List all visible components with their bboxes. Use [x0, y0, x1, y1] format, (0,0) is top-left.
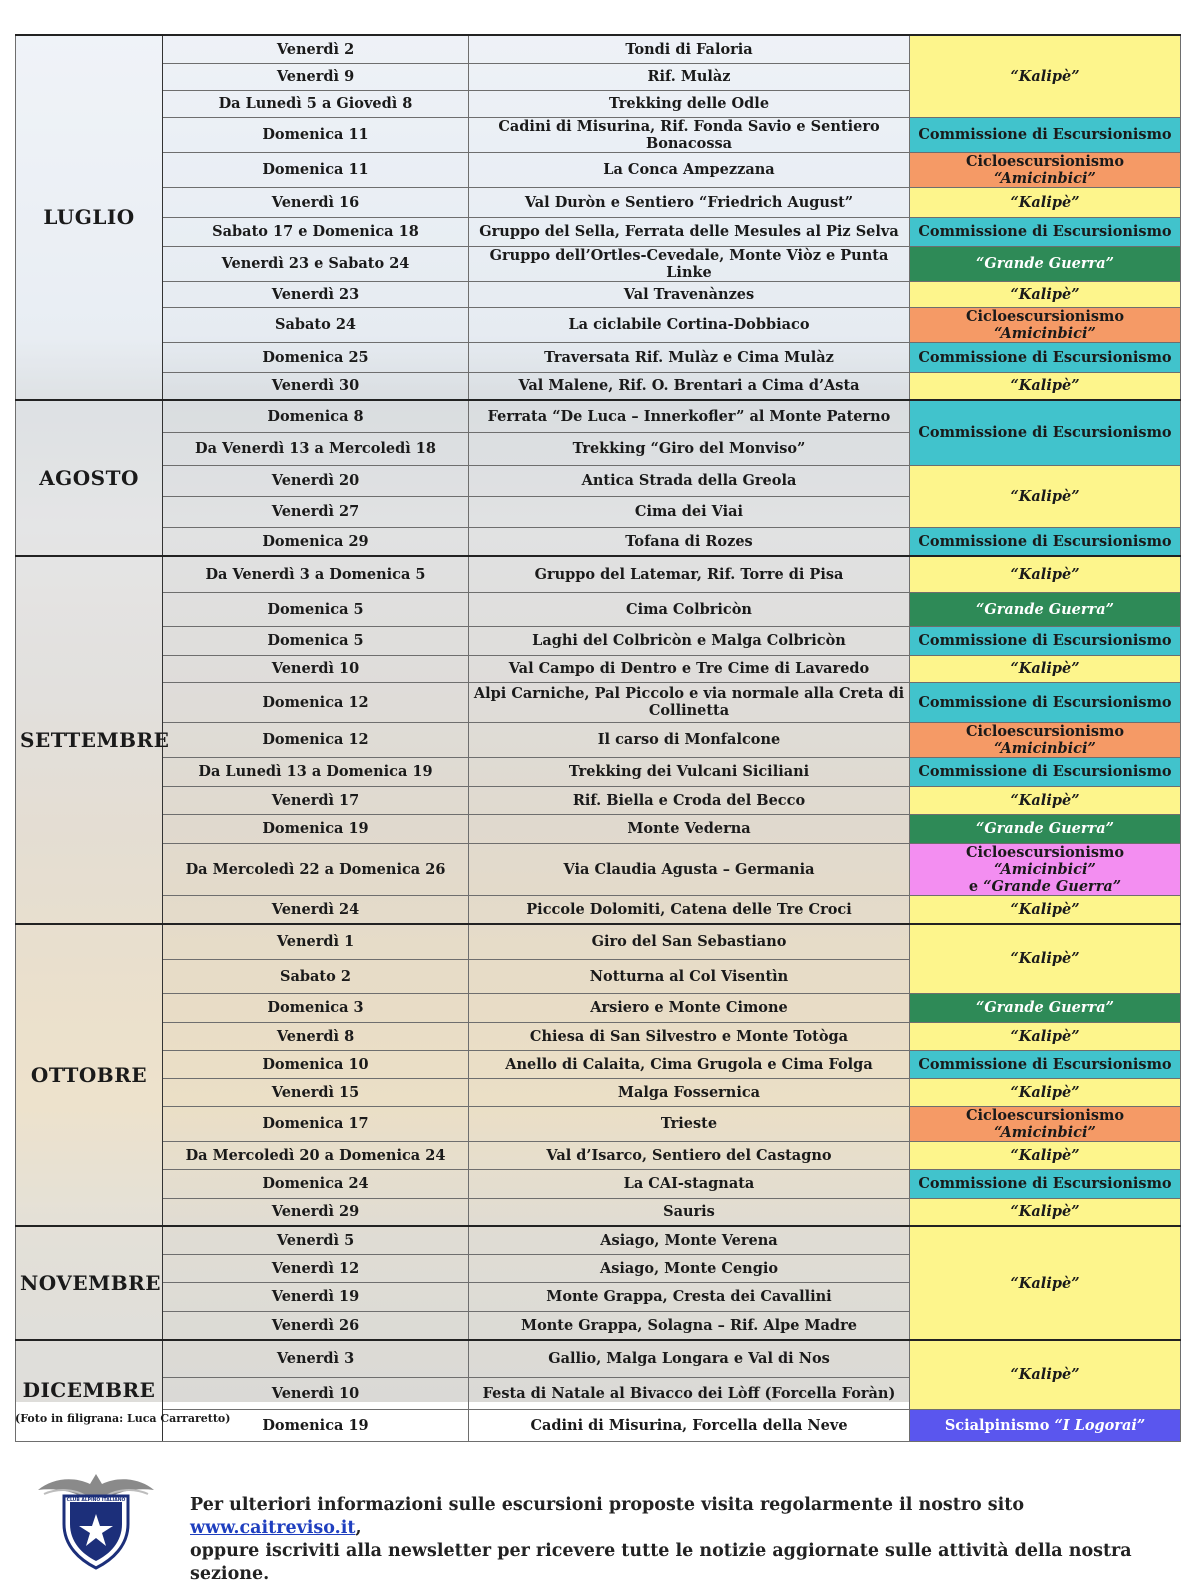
- place-cell: Monte Grappa, Cresta dei Cavallini: [469, 1282, 910, 1311]
- date-cell: Venerdì 17: [163, 786, 469, 814]
- group-cell-kalipe: “Kalipè”: [910, 372, 1181, 400]
- group-cell-amicinbici: Cicloescursionismo “Amicinbici”: [910, 1106, 1181, 1141]
- table-row: [16, 924, 1181, 959]
- place-cell: Notturna al Col Visentìn: [469, 959, 910, 993]
- group-cell-kalipe: “Kalipè”: [910, 786, 1181, 814]
- place-cell: Tondi di Faloria: [469, 35, 910, 63]
- logo-text: CLUB ALPINO ITALIANO: [66, 1498, 126, 1503]
- date-cell: Venerdì 29: [163, 1198, 469, 1226]
- date-cell: Domenica 11: [163, 117, 469, 152]
- table-row: [16, 1169, 1181, 1198]
- group-cell-commissione: Commissione di Escursionismo: [910, 1050, 1181, 1078]
- table-row: [16, 757, 1181, 786]
- place-cell: Trekking dei Vulcani Siciliani: [469, 757, 910, 786]
- group-cell-commissione: Commissione di Escursionismo: [910, 342, 1181, 372]
- group-cell-grande-guerra: “Grande Guerra”: [910, 814, 1181, 843]
- group-cell-kalipe: “Kalipè”: [910, 895, 1181, 924]
- date-cell: Venerdì 3: [163, 1340, 469, 1377]
- table-row: [16, 465, 1181, 496]
- place-cell: Ferrata “De Luca – Innerkofler” al Monte Paterno: [469, 400, 910, 432]
- month-label-luglio: LUGLIO: [16, 35, 163, 400]
- place-cell: Anello di Calaita, Cima Grugola e Cima Folga: [469, 1050, 910, 1078]
- table-row: [16, 993, 1181, 1022]
- date-cell: Sabato 17 e Domenica 18: [163, 217, 469, 246]
- place-cell: Val Duròn e Sentiero “Friedrich August”: [469, 187, 910, 217]
- table-row: [16, 1022, 1181, 1050]
- footer-line1: Per ulteriori informazioni sulle escursioni proposte visita regolarmente il nostro sito: [190, 1495, 1025, 1515]
- place-cell: Val Malene, Rif. O. Brentari a Cima d’Asta: [469, 372, 910, 400]
- group-cell-kalipe: “Kalipè”: [910, 924, 1181, 993]
- date-cell: Sabato 2: [163, 959, 469, 993]
- group-cell-kalipe: “Kalipè”: [910, 1141, 1181, 1169]
- date-cell: Da Mercoledì 20 a Domenica 24: [163, 1141, 469, 1169]
- date-cell: Domenica 12: [163, 682, 469, 722]
- date-cell: Da Venerdì 13 a Mercoledì 18: [163, 432, 469, 465]
- group-cell-amicinbici: Cicloescursionismo “Amicinbici”: [910, 722, 1181, 757]
- group-cell-commissione: Commissione di Escursionismo: [910, 757, 1181, 786]
- footer-line2: oppure iscriviti alla newsletter per ricevere tutte le notizie aggiornate sulle attività della nostra sezione.: [190, 1541, 1132, 1584]
- table-row: [16, 682, 1181, 722]
- table-row: [16, 592, 1181, 626]
- cai-eagle-star-icon: [34, 1468, 158, 1572]
- date-cell: Domenica 10: [163, 1050, 469, 1078]
- place-cell: Trekking delle Odle: [469, 90, 910, 117]
- date-cell: Domenica 17: [163, 1106, 469, 1141]
- group-cell-grande-guerra: “Grande Guerra”: [910, 993, 1181, 1022]
- place-cell: Gallio, Malga Longara e Val di Nos: [469, 1340, 910, 1377]
- date-cell: Venerdì 1: [163, 924, 469, 959]
- place-cell: Giro del San Sebastiano: [469, 924, 910, 959]
- table-row: [16, 895, 1181, 924]
- date-cell: Venerdì 19: [163, 1282, 469, 1311]
- place-cell: Laghi del Colbricòn e Malga Colbricòn: [469, 626, 910, 655]
- table-row: [16, 217, 1181, 246]
- place-cell: La CAI-stagnata: [469, 1169, 910, 1198]
- group-cell-grande-guerra: “Grande Guerra”: [910, 592, 1181, 626]
- group-cell-amicinbici: Cicloescursionismo “Amicinbici”: [910, 307, 1181, 342]
- date-cell: Domenica 12: [163, 722, 469, 757]
- month-label-ottobre: OTTOBRE: [16, 924, 163, 1226]
- place-cell: La Conca Ampezzana: [469, 152, 910, 187]
- group-cell-logorai: Scialpinismo “I Logorai”: [910, 1409, 1181, 1441]
- group-cell-grande-guerra: “Grande Guerra”: [910, 246, 1181, 281]
- place-cell: Val Campo di Dentro e Tre Cime di Lavaredo: [469, 655, 910, 682]
- group-cell-kalipe: “Kalipè”: [910, 35, 1181, 117]
- date-cell: Venerdì 5: [163, 1226, 469, 1254]
- table-row: [16, 307, 1181, 342]
- table-row: [16, 843, 1181, 895]
- date-cell: Venerdì 27: [163, 496, 469, 527]
- date-cell: Domenica 19: [163, 814, 469, 843]
- table-row: [16, 1106, 1181, 1141]
- group-cell-commissione: Commissione di Escursionismo: [910, 527, 1181, 556]
- table-row: [16, 152, 1181, 187]
- table-row: [16, 372, 1181, 400]
- website-link[interactable]: www.caitreviso.it: [190, 1518, 356, 1538]
- place-cell: Alpi Carniche, Pal Piccolo e via normale alla Creta di Collinetta: [469, 682, 910, 722]
- group-cell-kalipe: “Kalipè”: [910, 465, 1181, 527]
- table-row: [16, 1078, 1181, 1106]
- place-cell: Cima dei Viai: [469, 496, 910, 527]
- group-cell-kalipe: “Kalipè”: [910, 281, 1181, 307]
- date-cell: Venerdì 30: [163, 372, 469, 400]
- place-cell: Cadini di Misurina, Rif. Fonda Savio e Sentiero Bonacossa: [469, 117, 910, 152]
- group-cell-kalipe: “Kalipè”: [910, 187, 1181, 217]
- place-cell: Monte Grappa, Solagna – Rif. Alpe Madre: [469, 1311, 910, 1340]
- place-cell: Via Claudia Agusta – Germania: [469, 843, 910, 895]
- table-row: [16, 1141, 1181, 1169]
- table-row: [16, 722, 1181, 757]
- place-cell: Cadini di Misurina, Forcella della Neve: [469, 1409, 910, 1441]
- place-cell: Il carso di Monfalcone: [469, 722, 910, 757]
- table-row: [16, 1050, 1181, 1078]
- group-cell-commissione: Commissione di Escursionismo: [910, 682, 1181, 722]
- place-cell: Gruppo dell’Ortles-Cevedale, Monte Viòz e Punta Linke: [469, 246, 910, 281]
- place-cell: Monte Vederna: [469, 814, 910, 843]
- month-label-dicembre: DICEMBRE: [16, 1340, 163, 1441]
- group-cell-kalipe: “Kalipè”: [910, 1078, 1181, 1106]
- place-cell: Trekking “Giro del Monviso”: [469, 432, 910, 465]
- date-cell: Domenica 24: [163, 1169, 469, 1198]
- footer-info: Per ulteriori informazioni sulle escursioni proposte visita regolarmente il nostro sito www.caitreviso.it, oppure iscriviti alla newsletter per ricevere tutte le notizie aggiornate sulle attività della nostra sezione.: [190, 1495, 1132, 1584]
- group-cell-kalipe: “Kalipè”: [910, 655, 1181, 682]
- table-row: [16, 527, 1181, 556]
- table-row: [16, 187, 1181, 217]
- date-cell: Venerdì 10: [163, 1377, 469, 1409]
- date-cell: Da Lunedì 13 a Domenica 19: [163, 757, 469, 786]
- group-cell-commissione: Commissione di Escursionismo: [910, 217, 1181, 246]
- date-cell: Domenica 3: [163, 993, 469, 1022]
- date-cell: Venerdì 20: [163, 465, 469, 496]
- place-cell: Traversata Rif. Mulàz e Cima Mulàz: [469, 342, 910, 372]
- table-row: [16, 556, 1181, 592]
- date-cell: Domenica 25: [163, 342, 469, 372]
- group-cell-kalipe: “Kalipè”: [910, 1022, 1181, 1050]
- date-cell: Domenica 8: [163, 400, 469, 432]
- group-cell-kalipe: “Kalipè”: [910, 556, 1181, 592]
- date-cell: Venerdì 24: [163, 895, 469, 924]
- place-cell: Trieste: [469, 1106, 910, 1141]
- place-cell: Val d’Isarco, Sentiero del Castagno: [469, 1141, 910, 1169]
- date-cell: Venerdì 23 e Sabato 24: [163, 246, 469, 281]
- group-cell-kalipe: “Kalipè”: [910, 1198, 1181, 1226]
- place-cell: Gruppo del Sella, Ferrata delle Mesules al Piz Selva: [469, 217, 910, 246]
- date-cell: Venerdì 8: [163, 1022, 469, 1050]
- place-cell: Tofana di Rozes: [469, 527, 910, 556]
- table-row: [16, 342, 1181, 372]
- date-cell: Venerdì 9: [163, 63, 469, 90]
- date-cell: Venerdì 26: [163, 1311, 469, 1340]
- table-row: [16, 1198, 1181, 1226]
- place-cell: Festa di Natale al Bivacco dei Lòff (Forcella Foràn): [469, 1377, 910, 1409]
- month-label-agosto: AGOSTO: [16, 400, 163, 556]
- date-cell: Da Mercoledì 22 a Domenica 26: [163, 843, 469, 895]
- date-cell: Domenica 5: [163, 626, 469, 655]
- place-cell: Piccole Dolomiti, Catena delle Tre Croci: [469, 895, 910, 924]
- place-cell: Val Travenànzes: [469, 281, 910, 307]
- table-row: [16, 117, 1181, 152]
- place-cell: Cima Colbricòn: [469, 592, 910, 626]
- date-cell: Domenica 29: [163, 527, 469, 556]
- excursion-calendar-table: [15, 34, 1181, 1442]
- place-cell: Chiesa di San Silvestro e Monte Totòga: [469, 1022, 910, 1050]
- date-cell: Sabato 24: [163, 307, 469, 342]
- date-cell: Domenica 5: [163, 592, 469, 626]
- table-row: [16, 626, 1181, 655]
- place-cell: Sauris: [469, 1198, 910, 1226]
- place-cell: La ciclabile Cortina-Dobbiaco: [469, 307, 910, 342]
- date-cell: Venerdì 12: [163, 1254, 469, 1282]
- date-cell: Da Lunedì 5 a Giovedì 8: [163, 90, 469, 117]
- table-row: [16, 246, 1181, 281]
- date-cell: Domenica 11: [163, 152, 469, 187]
- group-cell-commissione: Commissione di Escursionismo: [910, 400, 1181, 465]
- table-row: [16, 281, 1181, 307]
- date-cell: Da Venerdì 3 a Domenica 5: [163, 556, 469, 592]
- group-cell-amicinbici: Cicloescursionismo “Amicinbici”: [910, 152, 1181, 187]
- group-cell-commissione: Commissione di Escursionismo: [910, 117, 1181, 152]
- table-row: [16, 814, 1181, 843]
- month-label-settembre: SETTEMBRE: [16, 556, 163, 924]
- date-cell: Venerdì 16: [163, 187, 469, 217]
- month-label-novembre: NOVEMBRE: [16, 1226, 163, 1340]
- table-row: [16, 655, 1181, 682]
- place-cell: Arsiero e Monte Cimone: [469, 993, 910, 1022]
- group-cell-kalipe: “Kalipè”: [910, 1340, 1181, 1409]
- date-cell: Venerdì 10: [163, 655, 469, 682]
- date-cell: Venerdì 15: [163, 1078, 469, 1106]
- table-row: [16, 786, 1181, 814]
- place-cell: Malga Fossernica: [469, 1078, 910, 1106]
- date-cell: Venerdì 23: [163, 281, 469, 307]
- place-cell: Antica Strada della Greola: [469, 465, 910, 496]
- place-cell: Rif. Mulàz: [469, 63, 910, 90]
- place-cell: Asiago, Monte Verena: [469, 1226, 910, 1254]
- table-row: [16, 1340, 1181, 1377]
- group-cell-commissione: Commissione di Escursionismo: [910, 626, 1181, 655]
- place-cell: Rif. Biella e Croda del Becco: [469, 786, 910, 814]
- table-row: [16, 400, 1181, 432]
- place-cell: Asiago, Monte Cengio: [469, 1254, 910, 1282]
- table-row: [16, 35, 1181, 63]
- group-cell-commissione: Commissione di Escursionismo: [910, 1169, 1181, 1198]
- group-cell-kalipe: “Kalipè”: [910, 1226, 1181, 1340]
- group-cell-amicinbici-grande-guerra: Cicloescursionismo “Amicinbici” e “Grande Guerra”: [910, 843, 1181, 895]
- date-cell: Domenica 19: [163, 1409, 469, 1441]
- photo-credit: (Foto in filigrana: Luca Carraretto): [15, 1412, 231, 1425]
- table-row: [16, 1226, 1181, 1254]
- date-cell: Venerdì 2: [163, 35, 469, 63]
- place-cell: Gruppo del Latemar, Rif. Torre di Pisa: [469, 556, 910, 592]
